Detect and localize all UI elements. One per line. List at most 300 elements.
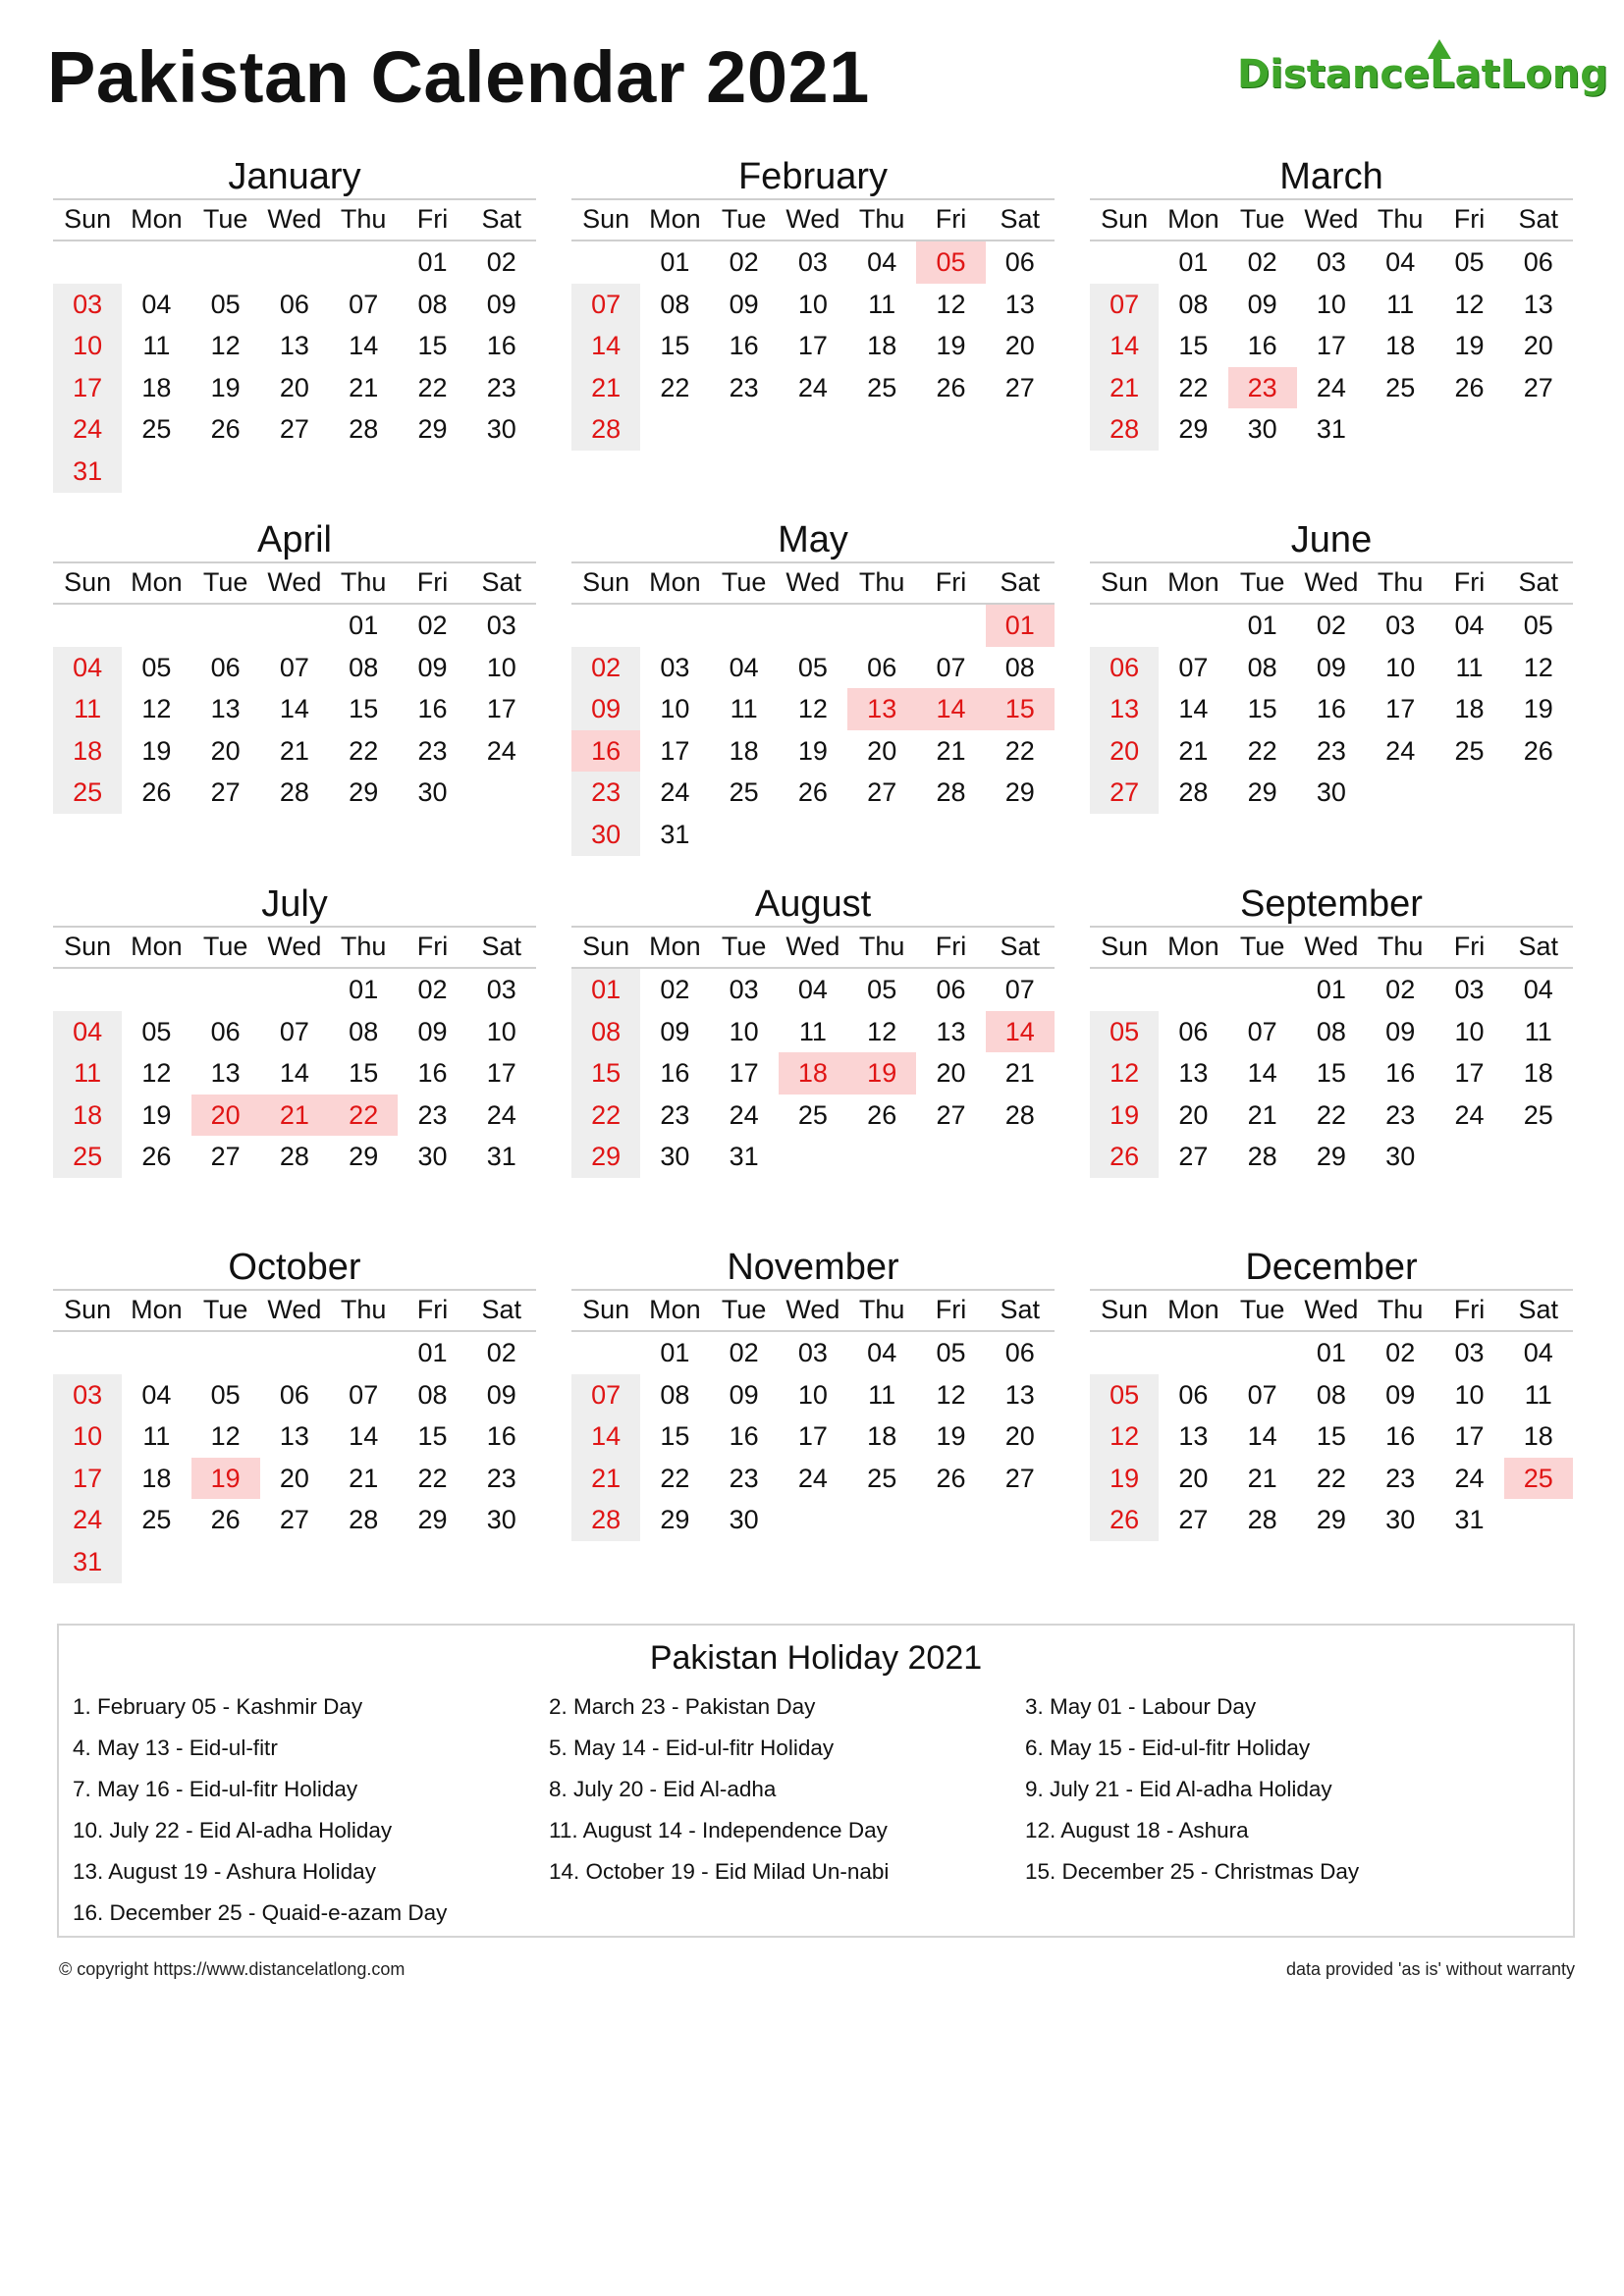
empty-day-cell	[779, 814, 847, 856]
day-cell: 09	[486, 289, 516, 319]
day-cell: 24	[1454, 1463, 1485, 1493]
weekday-label: Wed	[267, 1295, 322, 1324]
day-cell: 03	[797, 1338, 828, 1367]
day-cell: 27	[1178, 1142, 1209, 1172]
day-cell: 12	[141, 694, 172, 724]
day-cell: 05	[1523, 611, 1553, 640]
day-cell: 13	[279, 1421, 309, 1452]
location-pin-icon	[1428, 39, 1451, 59]
day-cell: 13	[1004, 1379, 1035, 1410]
holiday-item: 12. August 18 - Ashura	[1025, 1818, 1249, 1842]
week-row	[1090, 325, 1573, 367]
day-cell: 24	[486, 1099, 516, 1130]
week-row	[1090, 367, 1573, 409]
day-cell: 24	[797, 1463, 828, 1493]
day-cell: 19	[1090, 1095, 1159, 1137]
holiday-day-cell: 18	[779, 1052, 847, 1095]
day-cell: 17	[1385, 694, 1416, 724]
day-cell: 06	[210, 652, 241, 682]
empty-day-cell	[467, 772, 536, 814]
day-cell: 24	[53, 408, 122, 451]
day-cell: 01	[349, 611, 379, 640]
day-cell: 09	[486, 1379, 516, 1410]
week-row	[1090, 688, 1573, 730]
weekday-label: Thu	[1377, 932, 1424, 961]
day-cell: 12	[1523, 652, 1553, 682]
weekday-label: Wed	[785, 567, 840, 597]
day-cell: 17	[53, 367, 122, 409]
day-cell: 22	[660, 1463, 690, 1493]
empty-day-cell	[916, 605, 985, 647]
day-cell: 02	[729, 247, 759, 277]
holiday-list	[57, 1624, 1575, 1938]
weekday-label: Fri	[1453, 204, 1486, 234]
day-cell: 20	[1090, 730, 1159, 773]
day-cell: 22	[571, 1095, 640, 1137]
day-cell: 16	[1385, 1058, 1416, 1089]
day-cell: 18	[1523, 1058, 1553, 1089]
day-cell: 08	[1316, 1016, 1346, 1046]
weekday-label: Wed	[1304, 1295, 1359, 1324]
day-cell: 25	[1454, 735, 1485, 766]
week-row	[1090, 1415, 1573, 1458]
weekday-label: Thu	[340, 567, 387, 597]
weekday-label: Wed	[1304, 567, 1359, 597]
day-cell: 13	[1090, 688, 1159, 730]
day-cell: 27	[1004, 1463, 1035, 1493]
holiday-item: 11. August 14 - Independence Day	[549, 1818, 888, 1842]
holiday-day-cell: 15	[986, 688, 1055, 730]
empty-day-cell	[916, 814, 985, 856]
day-cell: 28	[1247, 1142, 1277, 1172]
day-cell: 06	[279, 1379, 309, 1410]
day-cell: 06	[1090, 647, 1159, 689]
month-name: April	[256, 519, 333, 561]
empty-day-cell	[467, 1541, 536, 1583]
day-cell: 10	[797, 1379, 828, 1410]
holiday-day-cell: 25	[1504, 1458, 1573, 1500]
weekday-label: Fri	[935, 932, 967, 961]
day-cell: 25	[53, 772, 122, 814]
empty-day-cell	[916, 1136, 985, 1178]
day-cell: 03	[1454, 1338, 1485, 1367]
day-cell: 20	[1004, 1421, 1035, 1452]
day-cell: 06	[210, 1016, 241, 1046]
weekday-header	[53, 198, 536, 241]
day-cell: 22	[660, 372, 690, 402]
month-november	[571, 1246, 1055, 1541]
weekday-label: Fri	[416, 204, 449, 234]
day-cell: 17	[486, 1058, 516, 1089]
weekday-label: Tue	[721, 932, 767, 961]
day-cell: 25	[1385, 372, 1416, 402]
day-cell: 01	[1247, 611, 1277, 640]
day-cell: 11	[1524, 1379, 1552, 1410]
day-cell: 09	[571, 688, 640, 730]
weekday-header	[571, 198, 1055, 241]
month-july	[53, 882, 536, 1178]
day-cell: 10	[1454, 1016, 1485, 1046]
week-row	[1090, 1374, 1573, 1416]
weekday-label: Thu	[1377, 567, 1424, 597]
week-row	[1090, 1136, 1573, 1178]
day-cell: 25	[797, 1099, 828, 1130]
weekday-label: Fri	[416, 932, 449, 961]
holiday-item: 5. May 14 - Eid-ul-fitr Holiday	[549, 1735, 835, 1760]
day-cell: 21	[936, 735, 966, 766]
empty-day-cell	[1159, 605, 1227, 647]
day-cell: 03	[486, 975, 516, 1004]
day-cell: 14	[571, 1415, 640, 1458]
day-cell: 04	[53, 1011, 122, 1053]
day-cell: 02	[417, 611, 448, 640]
day-cell: 23	[729, 1463, 759, 1493]
week-row	[571, 325, 1055, 367]
week-row	[571, 241, 1055, 284]
day-cell: 26	[210, 414, 241, 445]
weekday-label: Sat	[1000, 204, 1040, 234]
week-row	[53, 1052, 536, 1095]
day-cell: 15	[571, 1052, 640, 1095]
empty-day-cell	[53, 1332, 122, 1374]
empty-day-cell	[571, 1332, 640, 1374]
day-cell: 07	[936, 652, 966, 682]
day-cell: 16	[1316, 694, 1346, 724]
month-name: December	[1245, 1247, 1418, 1288]
day-cell: 03	[797, 247, 828, 277]
weekday-label: Tue	[1239, 204, 1285, 234]
weekday-label: Tue	[202, 204, 248, 234]
day-cell: 04	[1523, 975, 1553, 1004]
day-cell: 20	[1178, 1463, 1209, 1493]
holiday-item: 7. May 16 - Eid-ul-fitr Holiday	[73, 1777, 358, 1801]
day-cell: 09	[1385, 1016, 1416, 1046]
day-cell: 14	[279, 1058, 309, 1089]
day-cell: 20	[1004, 331, 1035, 361]
week-row	[53, 1332, 536, 1374]
day-cell: 23	[729, 372, 759, 402]
day-cell: 12	[210, 331, 241, 361]
empty-day-cell	[260, 241, 329, 284]
day-cell: 21	[1178, 735, 1209, 766]
empty-day-cell	[260, 451, 329, 493]
weekday-label: Mon	[1167, 567, 1219, 597]
day-cell: 04	[1454, 611, 1485, 640]
week-row	[53, 284, 536, 326]
empty-day-cell	[122, 241, 190, 284]
week-row	[571, 1052, 1055, 1095]
day-cell: 11	[730, 694, 758, 724]
empty-day-cell	[122, 451, 190, 493]
empty-day-cell	[122, 1541, 190, 1583]
empty-day-cell	[1090, 969, 1159, 1011]
holiday-item: 1. February 05 - Kashmir Day	[73, 1694, 363, 1719]
empty-day-cell	[191, 1332, 260, 1374]
day-cell: 04	[53, 647, 122, 689]
day-cell: 20	[279, 372, 309, 402]
month-name: June	[1290, 519, 1373, 561]
empty-day-cell	[1090, 241, 1159, 284]
disclaimer-text: data provided 'as is' without warranty	[1285, 1959, 1575, 1979]
day-cell: 28	[279, 777, 309, 808]
holiday-day-cell: 05	[916, 241, 985, 284]
month-name: March	[1279, 156, 1383, 197]
day-cell: 30	[417, 1142, 448, 1172]
holiday-item: 6. May 15 - Eid-ul-fitr Holiday	[1025, 1735, 1311, 1760]
day-cell: 07	[1090, 284, 1159, 326]
day-cell: 26	[1090, 1136, 1159, 1178]
week-row	[53, 730, 536, 773]
weekday-header	[53, 1289, 536, 1332]
weekday-label: Sun	[1101, 567, 1149, 597]
empty-day-cell	[986, 408, 1055, 451]
week-row	[571, 1415, 1055, 1458]
month-name: January	[228, 156, 361, 197]
day-cell: 12	[1454, 289, 1485, 319]
weekday-label: Mon	[1167, 204, 1219, 234]
empty-day-cell	[1435, 772, 1503, 814]
weekday-label: Thu	[858, 567, 905, 597]
weekday-label: Sun	[64, 204, 112, 234]
day-cell: 13	[279, 331, 309, 361]
day-cell: 12	[867, 1016, 897, 1046]
weekday-label: Mon	[649, 932, 701, 961]
day-cell: 18	[53, 1095, 122, 1137]
day-cell: 22	[1316, 1099, 1346, 1130]
weekday-label: Sat	[481, 1295, 521, 1324]
day-cell: 17	[1316, 331, 1346, 361]
empty-day-cell	[260, 1541, 329, 1583]
day-cell: 30	[417, 777, 448, 808]
day-cell: 09	[729, 1379, 759, 1410]
day-cell: 27	[1178, 1505, 1209, 1535]
empty-day-cell	[467, 451, 536, 493]
weekday-label: Thu	[1377, 1295, 1424, 1324]
day-cell: 23	[1385, 1463, 1416, 1493]
day-cell: 29	[1316, 1142, 1346, 1172]
day-cell: 14	[349, 1421, 379, 1452]
weekday-label: Tue	[721, 567, 767, 597]
day-cell: 08	[349, 1016, 379, 1046]
empty-day-cell	[329, 451, 398, 493]
day-cell: 13	[1178, 1058, 1209, 1089]
day-cell: 26	[797, 777, 828, 808]
day-cell: 10	[53, 1415, 122, 1458]
day-cell: 19	[1454, 331, 1485, 361]
day-cell: 06	[1523, 247, 1553, 277]
day-cell: 28	[1090, 408, 1159, 451]
day-cell: 07	[571, 284, 640, 326]
weekday-header	[571, 1289, 1055, 1332]
weekday-label: Sun	[582, 204, 630, 234]
empty-day-cell	[398, 1541, 466, 1583]
day-cell: 19	[936, 331, 966, 361]
day-cell: 15	[349, 694, 379, 724]
day-cell: 28	[1178, 777, 1209, 808]
weekday-label: Wed	[267, 204, 322, 234]
week-row	[1090, 772, 1573, 814]
day-cell: 19	[1523, 694, 1553, 724]
day-cell: 12	[936, 289, 966, 319]
day-cell: 31	[1454, 1505, 1485, 1535]
weekday-label: Wed	[267, 567, 322, 597]
day-cell: 02	[1316, 611, 1346, 640]
day-cell: 03	[729, 975, 759, 1004]
day-cell: 22	[1247, 735, 1277, 766]
weekday-label: Thu	[858, 204, 905, 234]
holiday-day-cell: 01	[986, 605, 1055, 647]
day-cell: 02	[417, 975, 448, 1004]
week-row	[1090, 408, 1573, 451]
day-cell: 28	[571, 1499, 640, 1541]
day-cell: 04	[867, 1338, 897, 1367]
month-name: August	[754, 883, 872, 925]
day-cell: 15	[349, 1058, 379, 1089]
holiday-day-cell: 23	[1228, 367, 1297, 409]
day-cell: 02	[729, 1338, 759, 1367]
weekday-header	[53, 926, 536, 969]
day-cell: 31	[729, 1142, 759, 1172]
day-cell: 04	[797, 975, 828, 1004]
month-name: July	[261, 883, 328, 925]
day-cell: 27	[1523, 372, 1553, 402]
weekday-label: Tue	[1239, 932, 1285, 961]
day-cell: 11	[1524, 1016, 1552, 1046]
day-cell: 01	[349, 975, 379, 1004]
week-row	[1090, 1052, 1573, 1095]
day-cell: 23	[1316, 735, 1346, 766]
day-cell: 04	[729, 652, 759, 682]
empty-day-cell	[1504, 772, 1573, 814]
week-row	[53, 1374, 536, 1416]
day-cell: 15	[1247, 694, 1277, 724]
weekday-label: Sat	[1518, 932, 1558, 961]
day-cell: 03	[53, 1374, 122, 1416]
day-cell: 29	[571, 1136, 640, 1178]
weekday-label: Sat	[481, 204, 521, 234]
day-cell: 17	[797, 1421, 828, 1452]
day-cell: 15	[417, 331, 448, 361]
holiday-day-cell: 22	[329, 1095, 398, 1137]
day-cell: 18	[1523, 1421, 1553, 1452]
holiday-day-cell: 16	[571, 730, 640, 773]
day-cell: 20	[1523, 331, 1553, 361]
day-cell: 24	[1385, 735, 1416, 766]
week-row	[53, 647, 536, 689]
day-cell: 02	[1385, 975, 1416, 1004]
day-cell: 24	[1316, 372, 1346, 402]
day-cell: 31	[1316, 414, 1346, 445]
day-cell: 25	[867, 1463, 897, 1493]
empty-day-cell	[916, 1499, 985, 1541]
week-row	[53, 1136, 536, 1178]
week-row	[1090, 1332, 1573, 1374]
empty-day-cell	[779, 605, 847, 647]
week-row	[1090, 969, 1573, 1011]
month-june	[1090, 518, 1573, 814]
week-row	[53, 1415, 536, 1458]
empty-day-cell	[640, 605, 709, 647]
day-cell: 08	[1316, 1379, 1346, 1410]
day-cell: 07	[1004, 975, 1035, 1004]
weekday-header	[1090, 198, 1573, 241]
day-cell: 31	[486, 1142, 516, 1172]
weekday-label: Fri	[1453, 567, 1486, 597]
weekday-label: Mon	[131, 932, 183, 961]
day-cell: 17	[1454, 1421, 1485, 1452]
day-cell: 10	[53, 325, 122, 367]
day-cell: 28	[349, 414, 379, 445]
day-cell: 21	[571, 1458, 640, 1500]
day-cell: 08	[1004, 652, 1035, 682]
day-cell: 16	[729, 1421, 759, 1452]
empty-day-cell	[122, 1332, 190, 1374]
day-cell: 30	[1385, 1505, 1416, 1535]
day-cell: 01	[1316, 1338, 1346, 1367]
holiday-day-cell: 20	[191, 1095, 260, 1137]
day-cell: 28	[1247, 1505, 1277, 1535]
weekday-label: Mon	[1167, 932, 1219, 961]
day-cell: 15	[1178, 331, 1209, 361]
day-cell: 22	[1316, 1463, 1346, 1493]
day-cell: 03	[660, 652, 690, 682]
day-cell: 01	[1178, 247, 1209, 277]
day-cell: 30	[1316, 777, 1346, 808]
week-row	[571, 284, 1055, 326]
day-cell: 17	[53, 1458, 122, 1500]
day-cell: 20	[1178, 1099, 1209, 1130]
weekday-label: Fri	[1453, 1295, 1486, 1324]
week-row	[53, 772, 536, 814]
empty-day-cell	[1090, 1332, 1159, 1374]
day-cell: 08	[349, 652, 379, 682]
day-cell: 27	[210, 777, 241, 808]
day-cell: 17	[1454, 1058, 1485, 1089]
day-cell: 26	[141, 777, 172, 808]
distancelatlong-logo[interactable]	[1235, 39, 1608, 110]
weekday-label: Wed	[1304, 932, 1359, 961]
day-cell: 23	[417, 1099, 448, 1130]
weekday-header	[1090, 926, 1573, 969]
week-row	[53, 1011, 536, 1053]
empty-day-cell	[329, 1332, 398, 1374]
empty-day-cell	[191, 605, 260, 647]
weekday-label: Sat	[1518, 204, 1558, 234]
empty-day-cell	[710, 814, 779, 856]
day-cell: 30	[1385, 1142, 1416, 1172]
day-cell: 17	[486, 694, 516, 724]
day-cell: 20	[210, 735, 241, 766]
day-cell: 19	[141, 1099, 172, 1130]
day-cell: 11	[53, 688, 122, 730]
day-cell: 22	[417, 1463, 448, 1493]
empty-day-cell	[640, 408, 709, 451]
day-cell: 16	[1247, 331, 1277, 361]
weekday-label: Fri	[416, 567, 449, 597]
week-row	[1090, 605, 1573, 647]
month-august	[571, 882, 1055, 1178]
day-cell: 01	[660, 247, 690, 277]
weekday-label: Tue	[1239, 567, 1285, 597]
empty-day-cell	[1366, 408, 1435, 451]
empty-day-cell	[53, 241, 122, 284]
day-cell: 18	[867, 331, 897, 361]
week-row	[571, 1095, 1055, 1137]
month-october	[53, 1246, 536, 1583]
holiday-item: 4. May 13 - Eid-ul-fitr	[73, 1735, 278, 1760]
empty-day-cell	[122, 605, 190, 647]
day-cell: 24	[53, 1499, 122, 1541]
